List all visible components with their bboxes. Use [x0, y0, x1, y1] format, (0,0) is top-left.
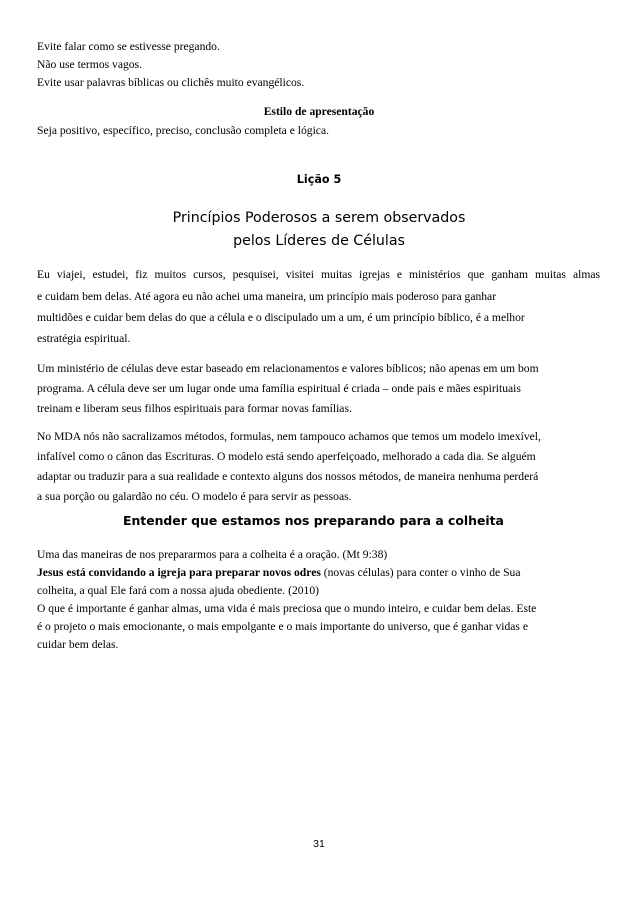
paragraph-1-line-4: estratégia espiritual.	[37, 332, 131, 345]
paragraph-1-line-3: multidões e cuidar bem delas do que a célula e o discipulado um a um, é um princípio bíblico, é a melhor	[37, 311, 525, 324]
paragraph-2-line-2: programa. A célula deve ser um lugar onde uma família espiritual é criada – onde pais e mães espirituais	[37, 382, 521, 395]
lesson-title-line-1: Princípios Poderosos a serem observados	[172, 210, 466, 226]
style-heading	[0, 103, 638, 121]
paragraph-3-line-1: No MDA nós não sacralizamos métodos, formulas, nem tampouco achamos que temos um modelo imexível,	[37, 430, 541, 443]
harvest-heading: Entender que estamos nos preparando para a colheita	[123, 513, 504, 528]
harvest-line-2-bold: Jesus está convidando a igreja para preparar novos odres	[37, 566, 321, 579]
paragraph-1-line-2: e cuidam bem delas. Até agora eu não achei uma maneira, um princípio mais poderoso para ganhar	[37, 290, 497, 303]
intro-line-2: Não use termos vagos.	[37, 58, 142, 71]
page-number: 31	[313, 838, 325, 850]
paragraph-2-line-3: treinam e liberam seus filhos espirituais para formar novas famílias.	[37, 402, 352, 415]
harvest-line-1: Uma das maneiras de nos prepararmos para a colheita é a oração. (Mt 9:38)	[37, 548, 388, 561]
harvest-line-4: O que é importante é ganhar almas, uma vida é mais preciosa que o mundo inteiro, e cuidar bem delas. Este	[37, 602, 537, 615]
harvest-line-3: colheita, a qual Ele fará com a nossa ajuda obediente. (2010)	[37, 584, 319, 597]
paragraph-3-line-4: a sua porção ou galardão no céu. O modelo é para servir as pessoas.	[37, 490, 352, 503]
harvest-line-5: é o projeto o mais emocionante, o mais empolgante e o mais importante do universo, que é ganhar vidas e	[37, 620, 528, 633]
intro-line-3: Evite usar palavras bíblicas ou clichês muito evangélicos.	[37, 76, 305, 89]
paragraph-2-line-1: Um ministério de células deve estar baseado em relacionamentos e valores bíblicos; não apenas em um bom	[37, 362, 539, 375]
style-heading-text: Estilo de apresentação	[263, 105, 375, 118]
lesson-label: Lição 5	[296, 173, 342, 186]
harvest-line-2	[37, 564, 520, 582]
paragraph-1-line-1: Eu viajei, estudei, fiz muitos cursos, pesquisei, visitei muitas igrejas e ministérios que ganham muitas almas	[37, 268, 600, 281]
intro-line-1: Evite falar como se estivesse pregando.	[37, 40, 220, 53]
style-text: Seja positivo, específico, preciso, conclusão completa e lógica.	[37, 124, 330, 137]
lesson-title-line-2: pelos Líderes de Células	[233, 233, 405, 249]
harvest-line-2-rest: (novas células) para conter o vinho de Sua	[320, 566, 521, 579]
paragraph-3-line-2: infalível como o cânon das Escrituras. O modelo está sendo aperfeiçoado, melhorado a cada dia. Se alguém	[37, 450, 536, 463]
paragraph-3-line-3: adaptar ou traduzir para a sua realidade e contexto alguns dos nossos métodos, de maneira nenhuma perderá	[37, 470, 539, 483]
harvest-line-6: cuidar bem delas.	[37, 638, 119, 651]
